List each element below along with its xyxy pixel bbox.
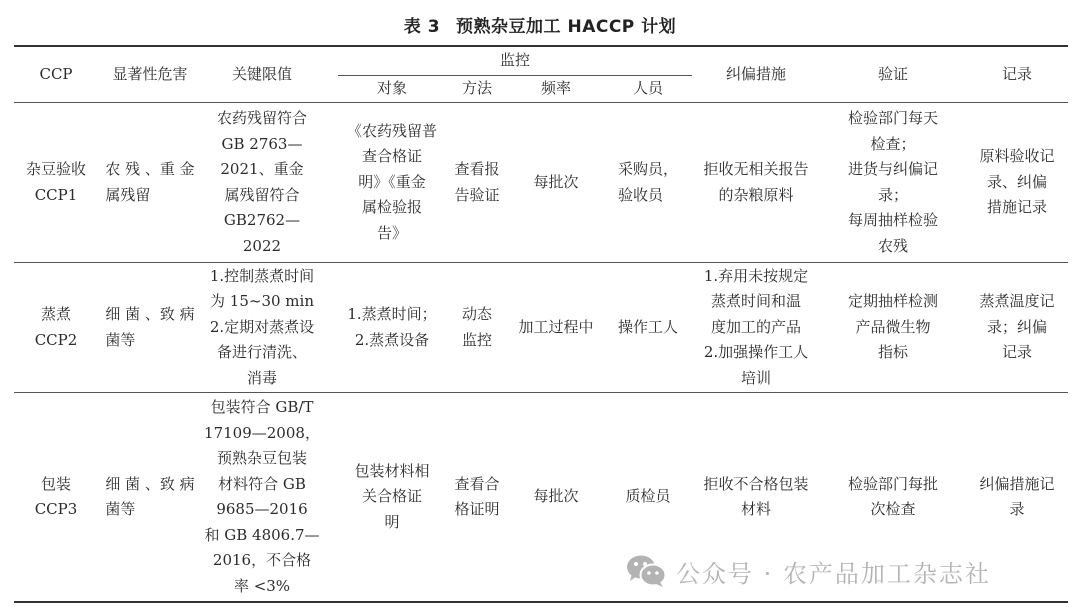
cell-text bbox=[979, 289, 1054, 366]
cell-method bbox=[446, 103, 508, 262]
cell-line: 操作工人 bbox=[617, 317, 678, 336]
cell-line: 农残 bbox=[877, 236, 908, 255]
cell-frequency bbox=[508, 263, 604, 392]
cell-line: 备进行清洗、 bbox=[216, 343, 307, 362]
cell-line: 培训 bbox=[740, 368, 771, 387]
header-hazard bbox=[98, 47, 202, 102]
cell-line: 为 15~30 min bbox=[210, 292, 314, 311]
header-monitor-method bbox=[446, 76, 508, 102]
cell-frequency bbox=[508, 103, 604, 262]
cell-line: 每批次 bbox=[533, 487, 579, 506]
cell-line: 2016，不合格 bbox=[212, 551, 312, 569]
cell-line: 格证明 bbox=[454, 500, 500, 518]
header-ccp bbox=[14, 47, 98, 102]
cell-line: 进货与纠偏记 bbox=[847, 160, 938, 178]
header-monitor-object bbox=[338, 76, 446, 102]
cell-line: 措施记录 bbox=[986, 198, 1047, 217]
cell-method bbox=[446, 393, 508, 601]
cell-text bbox=[354, 459, 429, 536]
cell-line: 2.加强操作工人 bbox=[703, 343, 809, 362]
cell-critical-limit bbox=[202, 393, 322, 601]
cell-frequency bbox=[508, 393, 604, 601]
cell-text bbox=[454, 472, 499, 523]
cell-hazard bbox=[98, 393, 202, 601]
cell-line: 告验证 bbox=[454, 185, 500, 204]
cell-line: 明》《重金 bbox=[358, 172, 426, 191]
cell-line: 每批次 bbox=[533, 172, 579, 191]
watermark bbox=[626, 553, 991, 589]
cell-records bbox=[966, 263, 1068, 392]
cell-text bbox=[703, 157, 808, 208]
header-monitor-frequency-text: 频率 bbox=[540, 79, 571, 98]
cell-line: 记录 bbox=[1001, 343, 1032, 362]
cell-text bbox=[105, 472, 194, 523]
cell-line: 2022 bbox=[242, 236, 282, 255]
cell-line: 检验部门每天 bbox=[847, 109, 938, 127]
cell-line: 《农药残留普 bbox=[346, 121, 437, 140]
header-hazard-text: 显著性危害 bbox=[112, 64, 188, 83]
cell-critical-limit bbox=[202, 263, 322, 392]
cell-line: 农药残留符合 bbox=[216, 109, 307, 127]
cell-line: 录； bbox=[877, 185, 908, 204]
watermark-text: 公众号 · 农产品加工杂志社 bbox=[676, 559, 991, 588]
cell-line: 的杂粮原料 bbox=[718, 185, 794, 204]
header-monitor-frequency bbox=[508, 76, 604, 102]
cell-line: 度加工的产品 bbox=[710, 317, 801, 336]
cell-line: 细 菌 、致 病 bbox=[105, 474, 195, 493]
cell-line: 录 bbox=[1009, 500, 1025, 518]
cell-text bbox=[217, 106, 307, 259]
cell-line: 拒收无相关报告 bbox=[703, 160, 809, 178]
cell-line: 细 菌 、致 病 bbox=[105, 305, 195, 323]
bottom-rule bbox=[14, 601, 1068, 603]
cell-critical-limit bbox=[202, 103, 322, 262]
cell-text bbox=[35, 302, 78, 353]
header-verification bbox=[820, 47, 966, 102]
cell-line: 1.控制蒸煮时间 bbox=[209, 266, 315, 285]
cell-personnel bbox=[604, 263, 692, 392]
header-records bbox=[966, 47, 1068, 102]
cell-line: 蒸煮时间和温 bbox=[710, 292, 801, 311]
cell-line: 加工过程中 bbox=[518, 317, 594, 336]
cell-line: 监控 bbox=[461, 330, 492, 349]
cell-line: 告》 bbox=[376, 223, 407, 242]
cell-line: 明 bbox=[384, 512, 400, 531]
cell-line: 杂豆验收 bbox=[25, 160, 86, 178]
cell-line: GB2762— bbox=[223, 211, 301, 229]
cell-line: GB 2763— bbox=[221, 134, 303, 153]
cell-line: 属检验报 bbox=[361, 198, 422, 217]
cell-method bbox=[446, 263, 508, 392]
cell-line: 2.定期对蒸煮设 bbox=[209, 317, 315, 336]
cell-line: 录；纠偏 bbox=[986, 317, 1047, 336]
header-monitor-personnel-text: 人员 bbox=[632, 79, 663, 98]
cell-line: 蒸煮温度记 bbox=[979, 292, 1055, 311]
cell-corrective bbox=[692, 263, 820, 392]
wechat-icon bbox=[626, 554, 668, 588]
cell-line: 查看报 bbox=[454, 160, 500, 178]
cell-records bbox=[966, 103, 1068, 262]
cell-line: 包装 bbox=[40, 474, 71, 493]
cell-line: 2.蒸煮设备 bbox=[354, 330, 430, 349]
table-number: 表 3 bbox=[403, 17, 441, 37]
cell-line: 包装符合 GB/T bbox=[210, 398, 314, 416]
cell-line: 动态 bbox=[461, 305, 492, 323]
cell-text bbox=[533, 170, 578, 196]
header-monitoring-text: 监控 bbox=[499, 51, 530, 70]
cell-line: 9685—2016 bbox=[216, 500, 308, 518]
cell-line: 预熟杂豆包装 bbox=[216, 449, 307, 467]
cell-text bbox=[533, 484, 578, 510]
cell-line: 材料符合 GB bbox=[218, 474, 306, 493]
header-verification-text: 验证 bbox=[877, 64, 908, 83]
cell-line: CCP2 bbox=[34, 330, 78, 349]
cell-ccp bbox=[14, 393, 98, 601]
cell-text bbox=[105, 157, 194, 208]
cell-verification bbox=[820, 263, 966, 392]
cell-line: 属残留 bbox=[105, 185, 151, 204]
cell-line: 2021、重金 bbox=[220, 160, 304, 178]
header-monitoring bbox=[338, 47, 692, 75]
cell-object bbox=[338, 263, 446, 392]
cell-text bbox=[618, 157, 678, 208]
cell-line: 次检查 bbox=[870, 500, 916, 518]
header-critical-limit bbox=[202, 47, 322, 102]
cell-line: 包装材料相 bbox=[354, 461, 430, 480]
cell-text bbox=[618, 315, 678, 341]
cell-text bbox=[204, 395, 320, 599]
header-critical-limit-text: 关键限值 bbox=[231, 64, 292, 83]
cell-text bbox=[848, 106, 938, 259]
cell-line: 菌等 bbox=[105, 500, 136, 518]
cell-text bbox=[26, 157, 86, 208]
cell-object bbox=[338, 393, 446, 601]
header-corrective bbox=[692, 47, 820, 102]
cell-line: 产品微生物 bbox=[855, 317, 931, 336]
cell-line: 检验部门每批 bbox=[847, 474, 938, 493]
cell-line: 1.蒸煮时间； bbox=[347, 305, 437, 323]
cell-line: CCP1 bbox=[34, 185, 78, 204]
header-records-text: 记录 bbox=[1001, 64, 1032, 83]
cell-text bbox=[848, 289, 938, 366]
cell-text bbox=[35, 472, 78, 523]
cell-line: 查看合 bbox=[454, 474, 500, 493]
cell-line: 采购员， bbox=[617, 160, 678, 178]
cell-text bbox=[848, 472, 938, 523]
cell-line: 蒸煮 bbox=[40, 305, 71, 323]
cell-corrective bbox=[692, 103, 820, 262]
cell-text bbox=[518, 315, 593, 341]
cell-line: 每周抽样检验 bbox=[847, 211, 938, 229]
cell-line: 定期抽样检测 bbox=[847, 292, 938, 311]
cell-text bbox=[703, 472, 808, 523]
cell-line: 农 残 、重 金 bbox=[105, 160, 195, 178]
cell-hazard bbox=[98, 263, 202, 392]
cell-line: 率 <3% bbox=[233, 576, 291, 595]
cell-line: 查合格证 bbox=[361, 147, 422, 166]
cell-line: 验收员 bbox=[617, 185, 663, 204]
cell-text bbox=[704, 264, 808, 392]
cell-line: 关合格证 bbox=[361, 487, 422, 506]
header-monitor-personnel bbox=[604, 76, 692, 102]
cell-line: 原料验收记 bbox=[979, 147, 1055, 166]
cell-hazard bbox=[98, 103, 202, 262]
cell-text bbox=[454, 157, 499, 208]
header-monitor-method-text: 方法 bbox=[461, 79, 492, 98]
cell-text bbox=[625, 484, 670, 510]
cell-line: 拒收不合格包装 bbox=[703, 474, 809, 493]
cell-line: 1.弃用未按规定 bbox=[703, 266, 809, 285]
cell-ccp bbox=[14, 263, 98, 392]
cell-object bbox=[338, 103, 446, 262]
cell-line: CCP3 bbox=[34, 500, 78, 518]
cell-line: 纠偏措施记 bbox=[979, 474, 1055, 493]
table-title bbox=[0, 12, 1080, 37]
cell-text bbox=[347, 302, 436, 353]
header-corrective-text: 纠偏措施 bbox=[725, 64, 786, 83]
table-title-text: 预熟杂豆加工 HACCP 计划 bbox=[456, 17, 677, 37]
cell-ccp bbox=[14, 103, 98, 262]
cell-line: 和 GB 4806.7— bbox=[204, 525, 320, 544]
header-ccp-text: CCP bbox=[39, 64, 73, 83]
cell-verification bbox=[820, 103, 966, 262]
cell-line: 录、纠偏 bbox=[986, 172, 1047, 191]
header-monitor-object-text: 对象 bbox=[376, 79, 407, 98]
cell-line: 质检员 bbox=[625, 487, 671, 506]
cell-text bbox=[210, 264, 314, 392]
cell-personnel bbox=[604, 103, 692, 262]
cell-line: 指标 bbox=[877, 343, 908, 362]
cell-text bbox=[347, 119, 437, 247]
cell-text bbox=[979, 472, 1054, 523]
cell-line: 菌等 bbox=[105, 330, 136, 349]
cell-text bbox=[979, 144, 1054, 221]
cell-line: 17109—2008， bbox=[204, 423, 320, 442]
cell-text bbox=[105, 302, 194, 353]
cell-line: 消毒 bbox=[246, 368, 277, 387]
cell-text bbox=[462, 302, 492, 353]
cell-line: 材料 bbox=[740, 500, 771, 518]
cell-line: 检查； bbox=[870, 134, 916, 153]
cell-line: 属残留符合 bbox=[224, 185, 300, 204]
